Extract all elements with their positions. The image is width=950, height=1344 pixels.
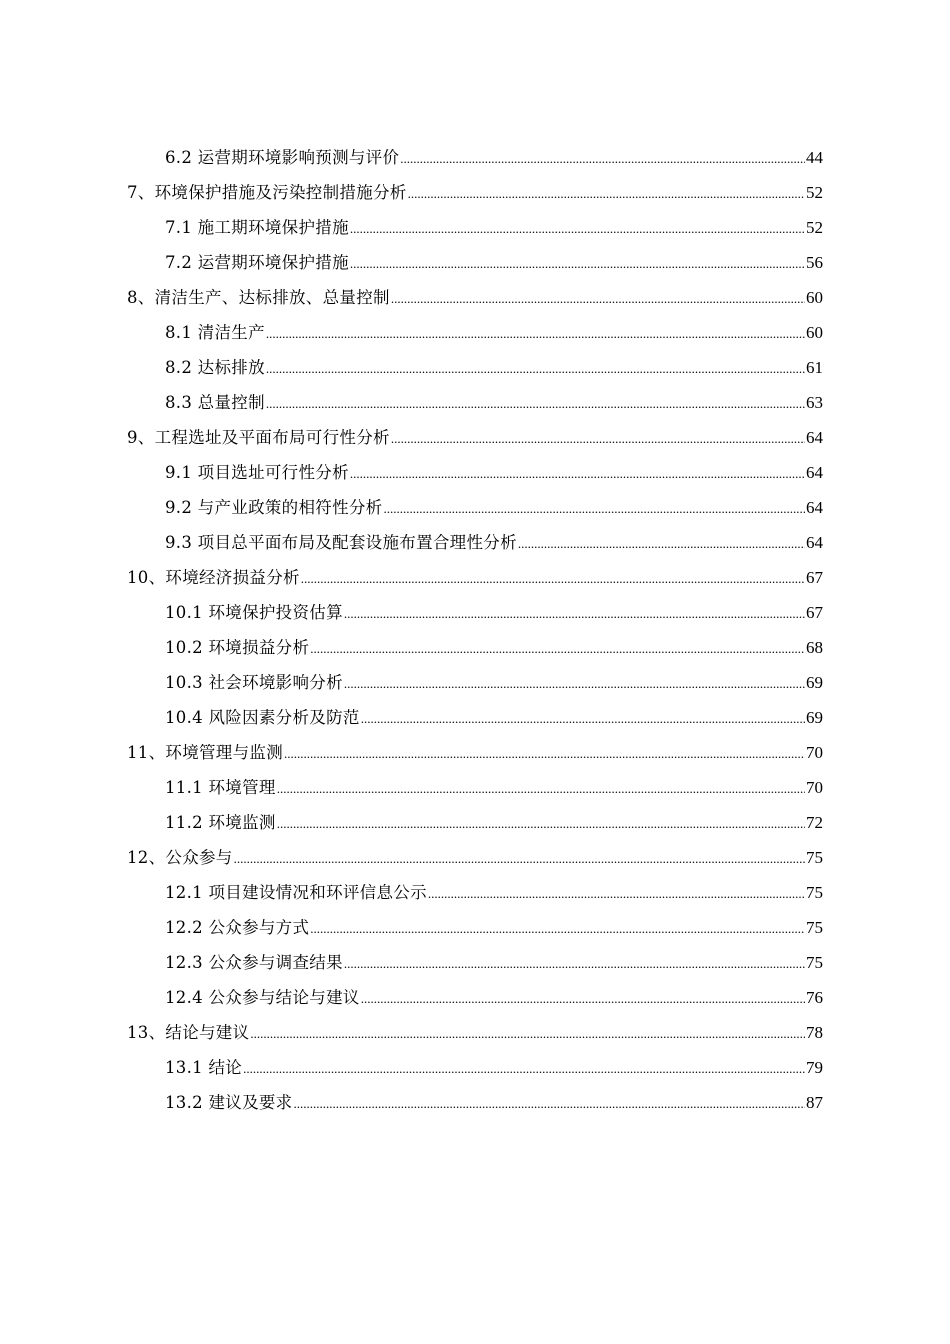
toc-page-number: 75 [806,953,823,972]
toc-subsection-entry[interactable] [127,385,823,420]
table-of-contents [127,140,823,1120]
toc-page-number: 75 [806,848,823,867]
toc-dot-leader [310,911,805,946]
toc-dot-leader [344,946,805,981]
toc-dot-leader [518,526,805,561]
toc-entry-title: 12.4 公众参与结论与建议 [165,988,360,1007]
toc-page-number: 79 [806,1058,823,1077]
toc-subsection-entry[interactable] [127,875,823,910]
toc-dot-leader [350,456,805,491]
toc-dot-leader [234,841,805,876]
toc-subsection-entry[interactable] [127,455,823,490]
toc-dot-leader [361,981,805,1016]
toc-subsection-entry[interactable] [127,315,823,350]
toc-dot-leader [277,771,805,806]
toc-entry-title: 9、工程选址及平面布局可行性分析 [127,428,390,447]
toc-page-number: 75 [806,883,823,902]
toc-subsection-entry[interactable] [127,595,823,630]
toc-dot-leader [391,281,805,316]
toc-entry-title: 13.2 建议及要求 [165,1093,293,1112]
toc-page-number: 64 [806,498,823,517]
toc-page-number: 61 [806,358,823,377]
toc-page-number: 78 [806,1023,823,1042]
toc-dot-leader [350,246,805,281]
toc-subsection-entry[interactable] [127,245,823,280]
toc-entry-title: 8.2 达标排放 [165,358,265,377]
toc-entry-title: 6.2 运营期环境影响预测与评价 [165,148,400,167]
toc-entry-title: 10、环境经济损益分析 [127,568,300,587]
toc-subsection-entry[interactable] [127,210,823,245]
toc-page-number: 60 [806,288,823,307]
toc-dot-leader [428,876,805,911]
toc-entry-title: 10.3 社会环境影响分析 [165,673,343,692]
toc-page-number: 75 [806,918,823,937]
toc-dot-leader [391,421,805,456]
toc-page-number: 63 [806,393,823,412]
toc-entry-title: 10.2 环境损益分析 [165,638,310,657]
toc-entry-title: 7.2 运营期环境保护措施 [165,253,349,272]
toc-page-number: 69 [806,708,823,727]
toc-subsection-entry[interactable] [127,1050,823,1085]
toc-page-number: 72 [806,813,823,832]
toc-dot-leader [266,316,805,351]
toc-entry-title: 12.1 项目建设情况和环评信息公示 [165,883,427,902]
toc-page-number: 52 [806,183,823,202]
toc-page-number: 44 [806,148,823,167]
toc-section-entry[interactable] [127,280,823,315]
toc-entry-title: 12.2 公众参与方式 [165,918,310,937]
toc-page-number: 64 [806,533,823,552]
toc-entry-title: 11.2 环境监测 [165,813,276,832]
toc-page-number: 64 [806,463,823,482]
toc-dot-leader [301,561,805,596]
toc-section-entry[interactable] [127,420,823,455]
toc-entry-title: 7.1 施工期环境保护措施 [165,218,349,237]
toc-page-number: 67 [806,568,823,587]
toc-subsection-entry[interactable] [127,700,823,735]
toc-entry-title: 8.1 清洁生产 [165,323,265,342]
toc-dot-leader [284,736,805,771]
toc-section-entry[interactable] [127,175,823,210]
toc-subsection-entry[interactable] [127,665,823,700]
toc-dot-leader [400,141,805,176]
toc-dot-leader [408,176,805,211]
toc-entry-title: 12.3 公众参与调查结果 [165,953,343,972]
toc-page-number: 76 [806,988,823,1007]
toc-page-number: 70 [806,778,823,797]
toc-page-number: 52 [806,218,823,237]
toc-dot-leader [293,1086,805,1121]
toc-entry-title: 9.1 项目选址可行性分析 [165,463,349,482]
toc-entry-title: 11.1 环境管理 [165,778,276,797]
toc-dot-leader [361,701,805,736]
toc-subsection-entry[interactable] [127,910,823,945]
toc-entry-title: 10.4 风险因素分析及防范 [165,708,360,727]
toc-subsection-entry[interactable] [127,140,823,175]
toc-subsection-entry[interactable] [127,770,823,805]
toc-dot-leader [277,806,805,841]
toc-subsection-entry[interactable] [127,805,823,840]
toc-entry-title: 10.1 环境保护投资估算 [165,603,343,622]
toc-dot-leader [350,211,805,246]
toc-section-entry[interactable] [127,735,823,770]
toc-section-entry[interactable] [127,840,823,875]
toc-page-number: 67 [806,603,823,622]
toc-page-number: 70 [806,743,823,762]
toc-entry-title: 8.3 总量控制 [165,393,265,412]
toc-page-number: 69 [806,673,823,692]
toc-entry-title: 12、公众参与 [127,848,233,867]
toc-dot-leader [243,1051,805,1086]
toc-dot-leader [310,631,805,666]
toc-section-entry[interactable] [127,560,823,595]
toc-page-number: 87 [806,1093,823,1112]
toc-entry-title: 13.1 结论 [165,1058,243,1077]
toc-subsection-entry[interactable] [127,525,823,560]
toc-dot-leader [344,596,805,631]
toc-section-entry[interactable] [127,1015,823,1050]
toc-subsection-entry[interactable] [127,350,823,385]
toc-subsection-entry[interactable] [127,490,823,525]
toc-page-number: 56 [806,253,823,272]
toc-subsection-entry[interactable] [127,630,823,665]
toc-page-number: 68 [806,638,823,657]
toc-entry-title: 8、清洁生产、达标排放、总量控制 [127,288,390,307]
toc-subsection-entry[interactable] [127,945,823,980]
toc-entry-title: 11、环境管理与监测 [127,743,283,762]
toc-dot-leader [384,491,806,526]
toc-dot-leader [344,666,805,701]
toc-entry-title: 13、结论与建议 [127,1023,250,1042]
toc-dot-leader [266,386,805,421]
toc-entry-title: 7、环境保护措施及污染控制措施分析 [127,183,407,202]
toc-subsection-entry[interactable] [127,980,823,1015]
toc-page-number: 64 [806,428,823,447]
toc-page-number: 60 [806,323,823,342]
toc-entry-title: 9.2 与产业政策的相符性分析 [165,498,383,517]
toc-dot-leader [250,1016,805,1051]
toc-entry-title: 9.3 项目总平面布局及配套设施布置合理性分析 [165,533,517,552]
toc-dot-leader [266,351,805,386]
toc-subsection-entry[interactable] [127,1085,823,1120]
